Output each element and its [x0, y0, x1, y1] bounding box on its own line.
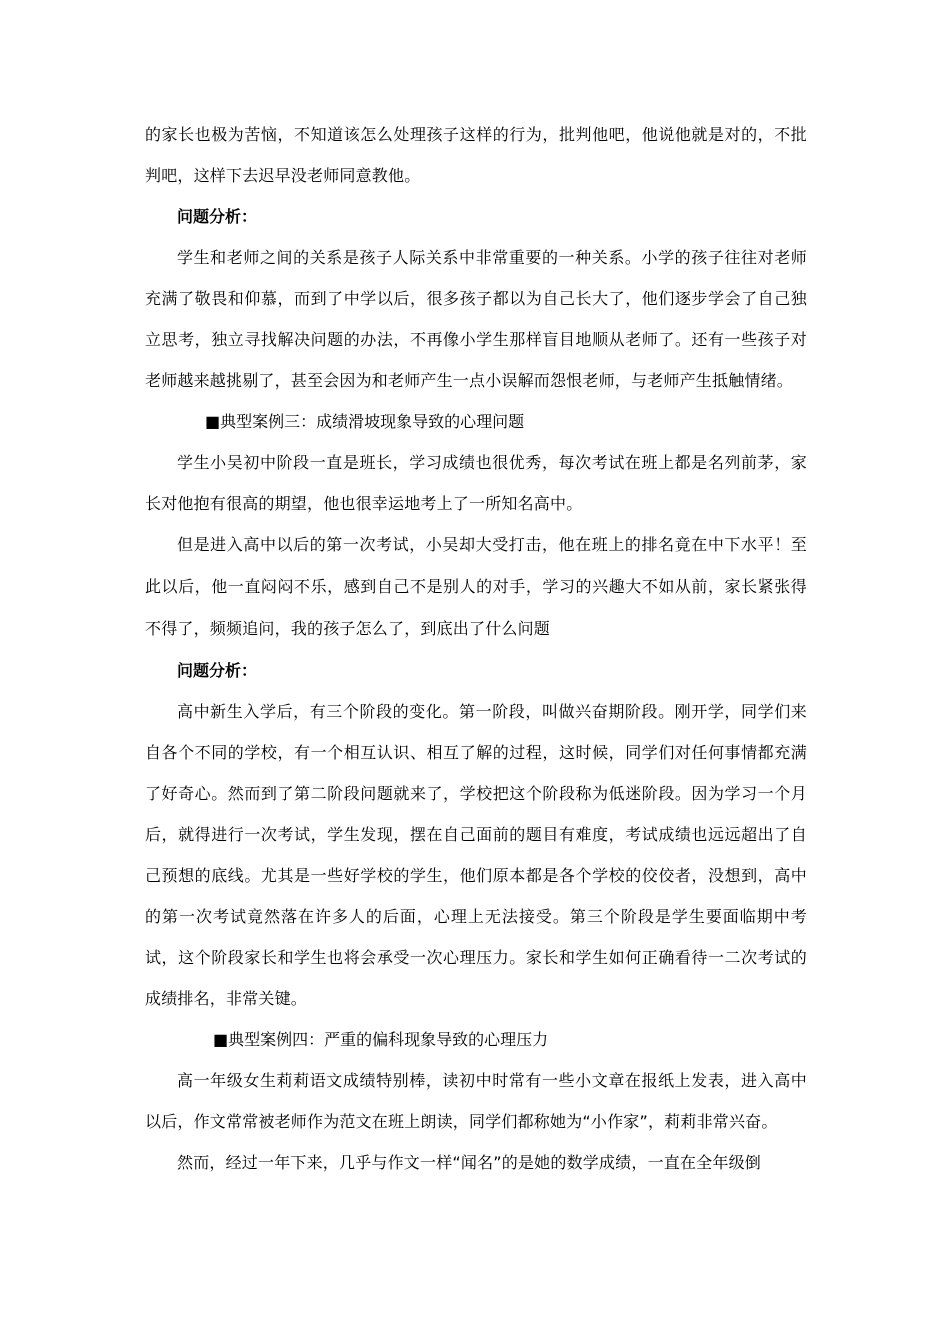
case-title-three: ■典型案例三：成绩滑坡现象导致的心理问题 [205, 412, 525, 431]
document-page [145, 114, 807, 1183]
heading-problem-analysis-1: 问题分析： [177, 207, 258, 226]
paragraph-xiaowu-exam: 但是进入高中以后的第一次考试，小吴却大受打击，他在班上的排名竟在中下水平！至此以后，他一直闷闷不乐，感到自己不是别人的对手，学习的兴趣大不如从前，家长紧张得不得了，频频追问，我的孩子怎么了，到底出了什么问题 [145, 535, 807, 638]
case-title-four: ■典型案例四：严重的偏科现象导致的心理压力 [213, 1030, 549, 1049]
paragraph-xiaowu-intro: 学生小吴初中阶段一直是班长，学习成绩也很优秀，每次考试在班上都是名列前茅，家长对他抱有很高的期望，他也很幸运地考上了一所知名高中。 [145, 453, 807, 513]
paragraph-lili-intro: 高一年级女生莉莉语文成绩特别棒，读初中时常有一些小文章在报纸上发表，进入高中以后，作文常常被老师作为范文在班上朗读，同学们都称她为“小作家”，莉莉非常兴奋。 [145, 1071, 807, 1131]
heading-problem-analysis-2: 问题分析： [177, 661, 258, 680]
paragraph-parent-worry: 的家长也极为苦恼，不知道该怎么处理孩子这样的行为，批判他吧，他说他就是对的，不批判吧，这样下去迟早没老师同意教他。 [145, 125, 807, 185]
paragraph-lili-math: 然而，经过一年下来，几乎与作文一样“闻名”的是她的数学成绩，一直在全年级倒 [177, 1153, 761, 1172]
paragraph-teacher-relationship: 学生和老师之间的关系是孩子人际关系中非常重要的一种关系。小学的孩子往往对老师充满了敬畏和仰慕，而到了中学以后，很多孩子都以为自己长大了，他们逐步学会了自己独立思考，独立寻找解决问题的办法，不再像小学生那样盲目地顺从老师了。还有一些孩子对老师越来越挑剔了，甚至会因为和老师产生一点小误解而怨恨老师，与老师产生抵触情绪。 [145, 248, 807, 390]
paragraph-three-stages: 高中新生入学后，有三个阶段的变化。第一阶段，叫做兴奋期阶段。刚开学，同学们来自各个不同的学校，有一个相互认识、相互了解的过程，这时候，同学们对任何事情都充满了好奇心。然而到了第二阶段问题就来了，学校把这个阶段称为低迷阶段。因为学习一个月后，就得进行一次考试，学生发现，摆在自己面前的题目有难度，考试成绩也远远超出了自己预想的底线。尤其是一些好学校的学生，他们原本都是各个学校的佼佼者，没想到，高中的第一次考试竟然落在许多人的后面，心理上无法接受。第三个阶段是学生要面临期中考试，这个阶段家长和学生也将会承受一次心理压力。家长和学生如何正确看待一二次考试的成绩排名，非常关键。 [145, 702, 807, 1008]
